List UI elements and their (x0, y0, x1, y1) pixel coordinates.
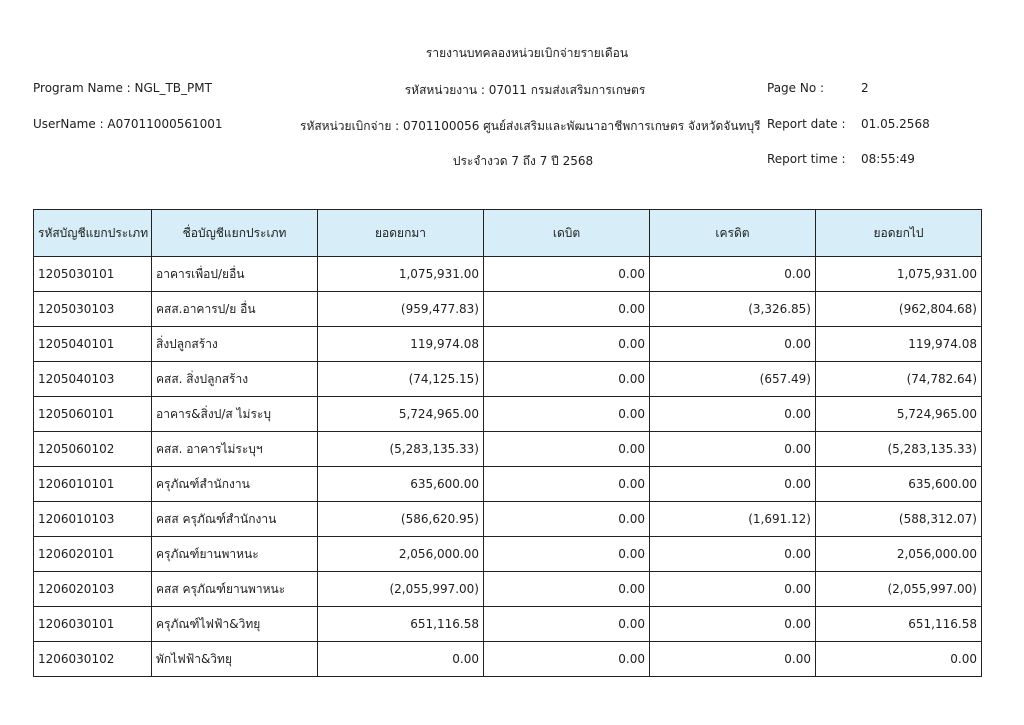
debit-cell: 0.00 (484, 257, 650, 292)
brought-forward-cell: 0.00 (318, 642, 484, 677)
report-title: รายงานบทคลองหน่วยเบิกจ่ายรายเดือน (425, 46, 629, 60)
table-row (34, 467, 982, 502)
table-row (34, 572, 982, 607)
brought-forward-cell: 635,600.00 (318, 467, 484, 502)
credit-cell: (3,326.85) (650, 292, 816, 327)
column-header-account-name: ชื่อบัญชีแยกประเภท (152, 210, 318, 257)
table-row (34, 362, 982, 397)
account-name-cell: พักไฟฟ้า&วิทยุ (152, 642, 318, 677)
brought-forward-cell: 1,075,931.00 (318, 257, 484, 292)
brought-forward-cell: (586,620.95) (318, 502, 484, 537)
credit-cell: 0.00 (650, 607, 816, 642)
brought-forward-cell: (959,477.83) (318, 292, 484, 327)
account-name-cell: คสส.อาคารป/ย อื่น (152, 292, 318, 327)
report-time-value: 08:55:49 (861, 152, 915, 166)
debit-cell: 0.00 (484, 327, 650, 362)
account-code-cell: 1205030101 (34, 257, 152, 292)
credit-cell: (1,691.12) (650, 502, 816, 537)
table-row (34, 432, 982, 467)
account-name-cell: คสส ครุภัณฑ์สำนักงาน (152, 502, 318, 537)
report-date-value: 01.05.2568 (861, 117, 930, 131)
account-code-cell: 1206020103 (34, 572, 152, 607)
table-body (34, 257, 982, 677)
table-row (34, 327, 982, 362)
account-code-cell: 1205060101 (34, 397, 152, 432)
table-header-row (34, 210, 982, 257)
debit-cell: 0.00 (484, 502, 650, 537)
debit-cell: 0.00 (484, 642, 650, 677)
carried-forward-cell: 635,600.00 (816, 467, 982, 502)
account-code-cell: 1205040103 (34, 362, 152, 397)
carried-forward-cell: (962,804.68) (816, 292, 982, 327)
account-code-cell: 1206030102 (34, 642, 152, 677)
debit-cell: 0.00 (484, 362, 650, 397)
carried-forward-cell: (588,312.07) (816, 502, 982, 537)
carried-forward-cell: 1,075,931.00 (816, 257, 982, 292)
brought-forward-cell: (5,283,135.33) (318, 432, 484, 467)
table-row (34, 502, 982, 537)
brought-forward-cell: 119,974.08 (318, 327, 484, 362)
account-name-cell: ครุภัณฑ์สำนักงาน (152, 467, 318, 502)
carried-forward-cell: 5,724,965.00 (816, 397, 982, 432)
debit-cell: 0.00 (484, 607, 650, 642)
account-code-cell: 1206030101 (34, 607, 152, 642)
account-name-cell: อาคาร&สิ่งป/ส ไม่ระบุ (152, 397, 318, 432)
brought-forward-cell: (2,055,997.00) (318, 572, 484, 607)
report-date-label: Report date : (767, 117, 846, 131)
account-name-cell: คสส. อาคารไม่ระบุฯ (152, 432, 318, 467)
account-name-cell: คสส. สิ่งปลูกสร้าง (152, 362, 318, 397)
debit-cell: 0.00 (484, 467, 650, 502)
brought-forward-cell: 651,116.58 (318, 607, 484, 642)
disbursing-unit: รหัสหน่วยเบิกจ่าย : 0701100056 ศูนย์ส่งเสริมและพัฒนาอาชีพการเกษตร จังหวัดจันทบุรี (300, 119, 761, 133)
page-label: Page No : (767, 81, 825, 95)
credit-cell: 0.00 (650, 467, 816, 502)
debit-cell: 0.00 (484, 397, 650, 432)
carried-forward-cell: 651,116.58 (816, 607, 982, 642)
credit-cell: 0.00 (650, 537, 816, 572)
report-period: ประจำงวด 7 ถึง 7 ปี 2568 (452, 154, 594, 168)
column-header-debit: เดบิต (484, 210, 650, 257)
account-code-cell: 1205060102 (34, 432, 152, 467)
credit-cell: 0.00 (650, 257, 816, 292)
user-name: UserName : A07011000561001 (33, 117, 223, 131)
account-name-cell: ครุภัณฑ์ยานพาหนะ (152, 537, 318, 572)
credit-cell: 0.00 (650, 572, 816, 607)
brought-forward-cell: 2,056,000.00 (318, 537, 484, 572)
account-code-cell: 1205030103 (34, 292, 152, 327)
carried-forward-cell: 0.00 (816, 642, 982, 677)
column-header-account-code: รหัสบัญชีแยกประเภท (34, 210, 152, 257)
debit-cell: 0.00 (484, 537, 650, 572)
carried-forward-cell: (5,283,135.33) (816, 432, 982, 467)
carried-forward-cell: 2,056,000.00 (816, 537, 982, 572)
program-name: Program Name : NGL_TB_PMT (33, 81, 212, 95)
debit-cell: 0.00 (484, 292, 650, 327)
brought-forward-cell: (74,125.15) (318, 362, 484, 397)
account-code-cell: 1206010101 (34, 467, 152, 502)
account-code-cell: 1206020101 (34, 537, 152, 572)
trial-balance-table (33, 209, 982, 677)
account-name-cell: สิ่งปลูกสร้าง (152, 327, 318, 362)
credit-cell: 0.00 (650, 397, 816, 432)
brought-forward-cell: 5,724,965.00 (318, 397, 484, 432)
carried-forward-cell: (74,782.64) (816, 362, 982, 397)
column-header-brought-forward: ยอดยกมา (318, 210, 484, 257)
credit-cell: (657.49) (650, 362, 816, 397)
carried-forward-cell: (2,055,997.00) (816, 572, 982, 607)
account-code-cell: 1206010103 (34, 502, 152, 537)
page-number: 2 (861, 81, 869, 95)
agency-code: รหัสหน่วยงาน : 07011 กรมส่งเสริมการเกษตร (404, 83, 646, 97)
account-name-cell: คสส ครุภัณฑ์ยานพาหนะ (152, 572, 318, 607)
report-time-label: Report time : (767, 152, 846, 166)
credit-cell: 0.00 (650, 432, 816, 467)
column-header-credit: เครดิต (650, 210, 816, 257)
table-row (34, 607, 982, 642)
column-header-carried-forward: ยอดยกไป (816, 210, 982, 257)
credit-cell: 0.00 (650, 327, 816, 362)
carried-forward-cell: 119,974.08 (816, 327, 982, 362)
account-code-cell: 1205040101 (34, 327, 152, 362)
debit-cell: 0.00 (484, 572, 650, 607)
credit-cell: 0.00 (650, 642, 816, 677)
table-row (34, 292, 982, 327)
debit-cell: 0.00 (484, 432, 650, 467)
table-row (34, 537, 982, 572)
table-row (34, 642, 982, 677)
account-name-cell: ครุภัณฑ์ไฟฟ้า&วิทยุ (152, 607, 318, 642)
account-name-cell: อาคารเพื่อป/ยอื่น (152, 257, 318, 292)
table-row (34, 257, 982, 292)
table-row (34, 397, 982, 432)
